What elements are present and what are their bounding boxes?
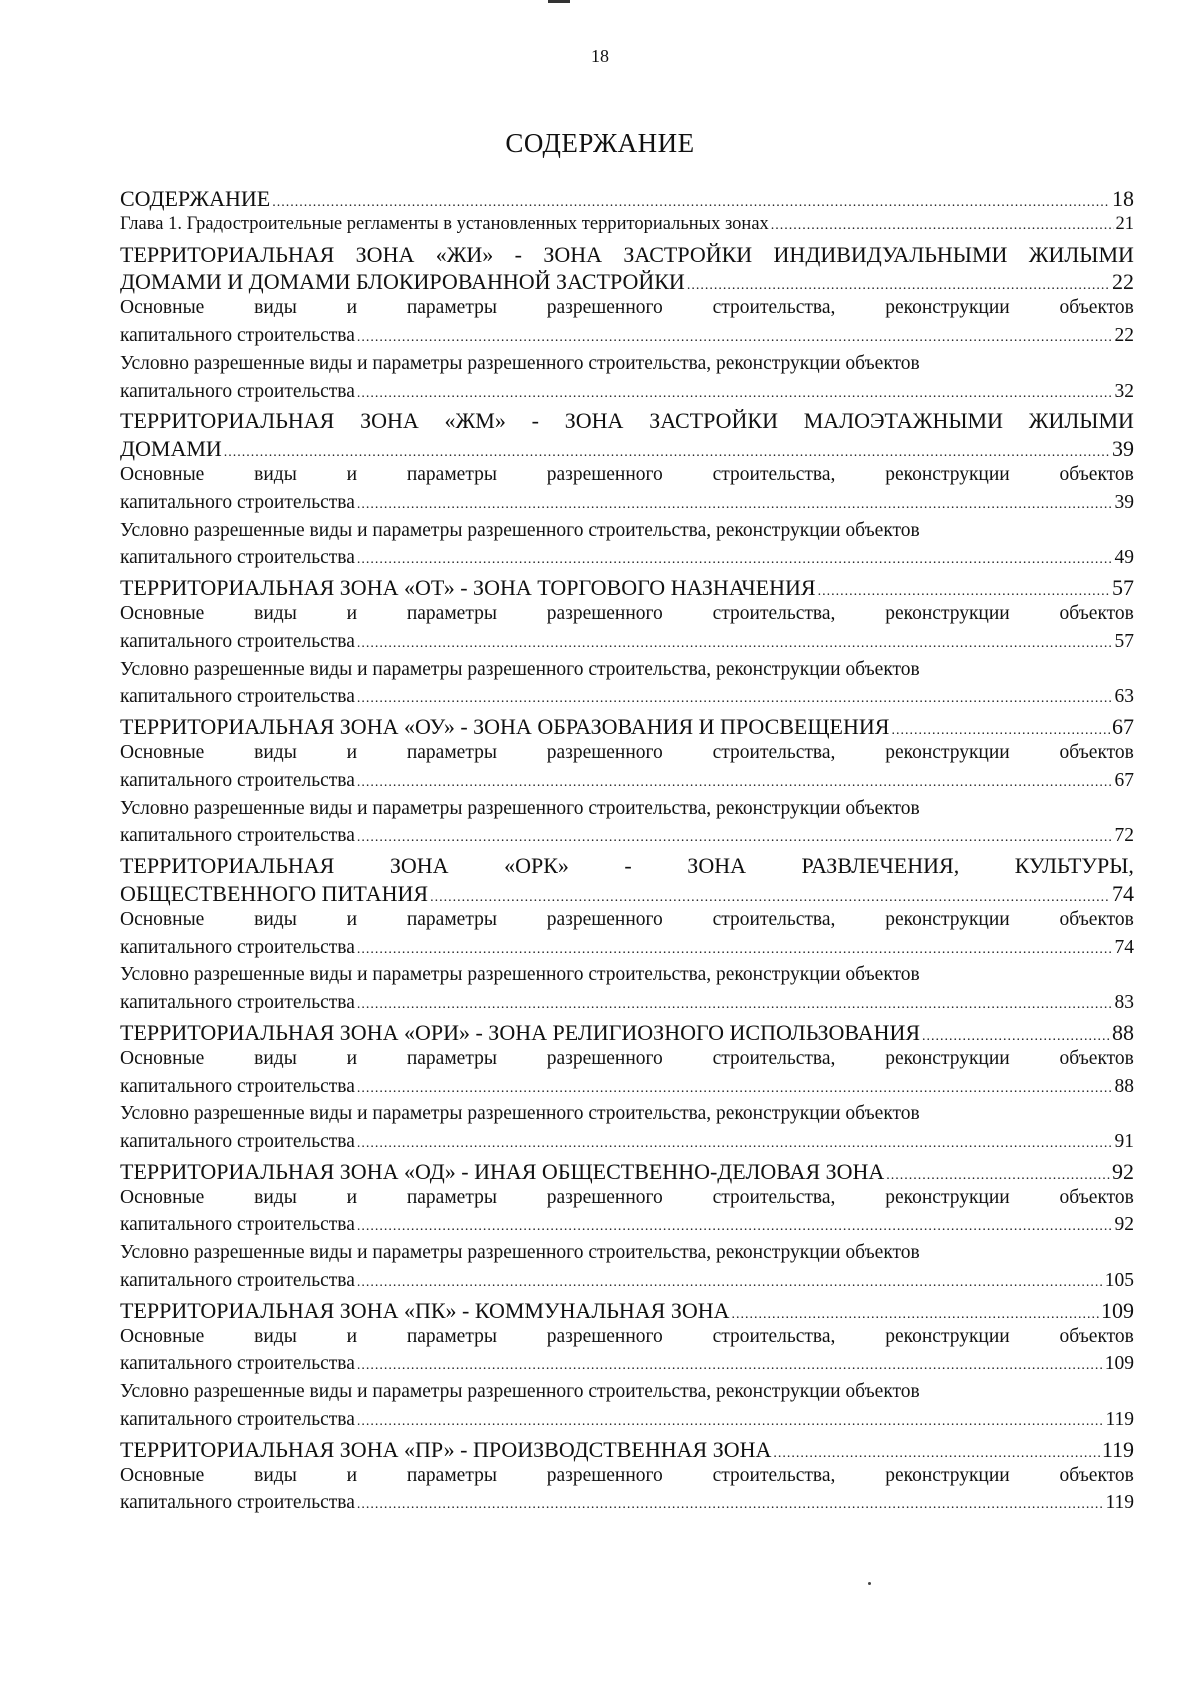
toc-word: параметры bbox=[406, 1464, 497, 1486]
toc-entry-title: капитального строительства bbox=[120, 491, 355, 513]
toc-entry-title: Условно разрешенные виды и параметры разрешенного строительства, реконструкции объектов bbox=[120, 519, 920, 541]
dot-leader bbox=[357, 497, 1113, 513]
toc-word: виды bbox=[254, 908, 297, 930]
toc-entry-zone[interactable] bbox=[120, 1020, 1134, 1048]
toc-entry-title: капитального строительства bbox=[120, 936, 355, 958]
toc-word: ЗОНА bbox=[687, 853, 746, 879]
toc-word: реконструкции bbox=[885, 741, 1010, 763]
dot-leader bbox=[357, 1136, 1113, 1152]
toc-subentry-conditional-line bbox=[120, 798, 1134, 826]
toc-word: объектов bbox=[1059, 1186, 1134, 1208]
toc-word: виды bbox=[254, 297, 297, 319]
dot-leader bbox=[357, 691, 1113, 707]
toc-word: реконструкции bbox=[885, 463, 1010, 485]
toc-word: реконструкции bbox=[885, 1047, 1010, 1069]
toc-entry-title: ТЕРРИТОРИАЛЬНАЯ ЗОНА «ПР» - ПРОИЗВОДСТВЕННАЯ ЗОНА bbox=[120, 1436, 772, 1462]
toc-subentry-conditional[interactable] bbox=[120, 1131, 1134, 1159]
toc-entry-zone[interactable] bbox=[120, 881, 1134, 909]
toc-word: виды bbox=[254, 463, 297, 485]
toc-entry-title: ТЕРРИТОРИАЛЬНАЯ ЗОНА «ОТ» - ЗОНА ТОРГОВОГО НАЗНАЧЕНИЯ bbox=[120, 575, 816, 601]
toc-page-number: 119 bbox=[1105, 1409, 1134, 1431]
toc-word: разрешенного bbox=[546, 741, 663, 763]
toc-page-number: 92 bbox=[1114, 1214, 1134, 1236]
toc-word: строительства, bbox=[712, 463, 836, 485]
toc-entry-title: ТЕРРИТОРИАЛЬНАЯ ЗОНА «ПК» - КОММУНАЛЬНАЯ ЗОНА bbox=[120, 1297, 730, 1323]
toc-page-number: 74 bbox=[1112, 880, 1134, 906]
toc-entry-title: ТЕРРИТОРИАЛЬНАЯ ЗОНА «ОРИ» - ЗОНА РЕЛИГИОЗНОГО ИСПОЛЬЗОВАНИЯ bbox=[120, 1019, 921, 1045]
toc-word: «ОРК» bbox=[504, 853, 569, 879]
dot-leader bbox=[357, 330, 1113, 346]
toc-word: строительства, bbox=[712, 602, 836, 624]
toc-word: ЖИЛЫМИ bbox=[1028, 241, 1134, 267]
toc-entry-title: Условно разрешенные виды и параметры разрешенного строительства, реконструкции объектов bbox=[120, 1242, 920, 1264]
toc-subentry-main[interactable] bbox=[120, 1353, 1134, 1381]
toc-word: объектов bbox=[1059, 1464, 1134, 1486]
toc-word: и bbox=[346, 741, 358, 763]
toc-word: и bbox=[346, 908, 358, 930]
toc-subentry-main[interactable] bbox=[120, 325, 1134, 353]
toc-entry-title: Глава 1. Градостроительные регламенты в установленных территориальных зонах bbox=[120, 213, 769, 234]
toc-page-number: 22 bbox=[1112, 269, 1134, 295]
toc-page-number: 109 bbox=[1101, 1297, 1134, 1323]
toc-word: разрешенного bbox=[546, 1464, 663, 1486]
toc-word: ЗОНА bbox=[543, 241, 603, 267]
toc-word: строительства, bbox=[712, 297, 836, 319]
dot-leader bbox=[272, 195, 1110, 211]
toc-entry-title: СОДЕРЖАНИЕ bbox=[120, 186, 271, 211]
toc-subentry-conditional[interactable] bbox=[120, 547, 1134, 575]
toc-word: объектов bbox=[1059, 1047, 1134, 1069]
toc-word: параметры bbox=[406, 602, 497, 624]
toc-page-number: 74 bbox=[1114, 936, 1134, 958]
toc-entry-zone[interactable] bbox=[120, 1159, 1134, 1187]
toc-page-number: 49 bbox=[1114, 547, 1134, 569]
toc-word: реконструкции bbox=[885, 297, 1010, 319]
toc-page-number: 67 bbox=[1114, 769, 1134, 791]
toc-word: Основные bbox=[120, 1186, 205, 1208]
toc-word: строительства, bbox=[712, 1047, 836, 1069]
toc-entry-title: капитального строительства bbox=[120, 380, 355, 402]
toc-subentry-main[interactable] bbox=[120, 631, 1134, 659]
dot-leader bbox=[357, 1081, 1113, 1097]
dot-leader bbox=[357, 1414, 1104, 1430]
dot-leader bbox=[687, 278, 1110, 294]
toc-word: параметры bbox=[406, 1047, 497, 1069]
toc-word: и bbox=[346, 463, 358, 485]
dot-leader bbox=[922, 1029, 1110, 1045]
toc-subentry-conditional[interactable] bbox=[120, 686, 1134, 714]
toc-subentry-main[interactable] bbox=[120, 1214, 1134, 1242]
toc-page-number: 57 bbox=[1112, 575, 1134, 601]
page-title: СОДЕРЖАНИЕ bbox=[505, 128, 695, 158]
toc-subentry-conditional-line bbox=[120, 353, 1134, 381]
toc-entry-title: капитального строительства bbox=[120, 547, 355, 569]
toc-word: Основные bbox=[120, 1464, 205, 1486]
toc-page-number: 57 bbox=[1114, 630, 1134, 652]
toc-word: - bbox=[624, 853, 632, 879]
toc-entry-title: Условно разрешенные виды и параметры разрешенного строительства, реконструкции объектов bbox=[120, 1381, 920, 1403]
toc-word: и bbox=[346, 1186, 358, 1208]
toc-word: разрешенного bbox=[546, 908, 663, 930]
toc-word: Основные bbox=[120, 1047, 205, 1069]
toc-entry-title: капитального строительства bbox=[120, 992, 355, 1014]
toc-subentry-main-line bbox=[120, 603, 1134, 631]
toc-entry-title: ТЕРРИТОРИАЛЬНАЯ ЗОНА «ОД» - ИНАЯ ОБЩЕСТВЕННО-ДЕЛОВАЯ ЗОНА bbox=[120, 1158, 885, 1184]
toc-word: реконструкции bbox=[885, 1186, 1010, 1208]
toc-word: «ЖИ» bbox=[435, 241, 494, 267]
dot-leader bbox=[357, 386, 1113, 402]
toc-word: разрешенного bbox=[546, 602, 663, 624]
toc-page-number: 119 bbox=[1105, 1492, 1134, 1514]
toc-word: ТЕРРИТОРИАЛЬНАЯ bbox=[120, 241, 335, 267]
toc-word: разрешенного bbox=[546, 1186, 663, 1208]
toc-entry-title: капитального строительства bbox=[120, 1492, 355, 1514]
toc-word: параметры bbox=[406, 1186, 497, 1208]
toc-page-number: 39 bbox=[1112, 436, 1134, 462]
toc-page-number: 105 bbox=[1104, 1270, 1134, 1292]
toc-entry-title: ДОМАМИ И ДОМАМИ БЛОКИРОВАННОЙ ЗАСТРОЙКИ bbox=[120, 269, 685, 295]
toc-word: Основные bbox=[120, 463, 205, 485]
toc-entry-title: капитального строительства bbox=[120, 769, 355, 791]
toc-word: РАЗВЛЕЧЕНИЯ, bbox=[801, 853, 960, 879]
toc-page-number: 109 bbox=[1104, 1353, 1134, 1375]
toc-zone-heading-line bbox=[120, 242, 1134, 270]
toc-entry-zone[interactable] bbox=[120, 1298, 1134, 1326]
toc-word: и bbox=[346, 602, 358, 624]
toc-word: ЗАСТРОЙКИ bbox=[623, 241, 753, 267]
toc-word: разрешенного bbox=[546, 463, 663, 485]
toc-word: объектов bbox=[1059, 463, 1134, 485]
toc-word: Основные bbox=[120, 741, 205, 763]
toc-word: реконструкции bbox=[885, 908, 1010, 930]
toc-subentry-conditional-line bbox=[120, 1242, 1134, 1270]
toc-entry-title: ТЕРРИТОРИАЛЬНАЯ ЗОНА «ОУ» - ЗОНА ОБРАЗОВАНИЯ И ПРОСВЕЩЕНИЯ bbox=[120, 714, 890, 740]
dot-leader bbox=[357, 942, 1113, 958]
toc-entry-title: Условно разрешенные виды и параметры разрешенного строительства, реконструкции объектов bbox=[120, 658, 920, 680]
toc-subentry-conditional-line bbox=[120, 520, 1134, 548]
toc-word: виды bbox=[254, 1464, 297, 1486]
toc-word: виды bbox=[254, 602, 297, 624]
toc-entry-title: капитального строительства bbox=[120, 1409, 355, 1431]
toc-entry-zone[interactable] bbox=[120, 436, 1134, 464]
toc-entry-title: Условно разрешенные виды и параметры разрешенного строительства, реконструкции объектов bbox=[120, 1103, 920, 1125]
toc-word: ИНДИВИДУАЛЬНЫМИ bbox=[773, 241, 1008, 267]
dot-leader bbox=[818, 584, 1110, 600]
toc-word: строительства, bbox=[712, 741, 836, 763]
toc-word: - bbox=[531, 408, 539, 434]
toc-subentry-main-line bbox=[120, 909, 1134, 937]
scan-speck bbox=[868, 1582, 871, 1585]
toc-word: виды bbox=[254, 741, 297, 763]
toc-zone-heading-line bbox=[120, 408, 1134, 436]
dot-leader bbox=[357, 1219, 1113, 1235]
toc-word: параметры bbox=[406, 463, 497, 485]
toc-entry-title: Условно разрешенные виды и параметры разрешенного строительства, реконструкции объектов bbox=[120, 797, 920, 819]
toc-word: - bbox=[514, 241, 522, 267]
toc-subentry-main-line bbox=[120, 1048, 1134, 1076]
toc-word: «ЖМ» bbox=[444, 408, 506, 434]
toc-subentry-conditional[interactable] bbox=[120, 825, 1134, 853]
toc-page-number: 83 bbox=[1114, 992, 1134, 1014]
dot-leader bbox=[891, 723, 1110, 739]
toc-page-number: 91 bbox=[1114, 1131, 1134, 1153]
toc-entry-title: капитального строительства bbox=[120, 630, 355, 652]
toc-entry-zone[interactable] bbox=[120, 575, 1134, 603]
toc-word: параметры bbox=[406, 1325, 497, 1347]
toc-subentry-main[interactable] bbox=[120, 770, 1134, 798]
dot-leader bbox=[773, 1446, 1099, 1462]
toc-subentry-main-line bbox=[120, 1187, 1134, 1215]
toc-word: разрешенного bbox=[546, 1325, 663, 1347]
toc-entry-title: капитального строительства bbox=[120, 1075, 355, 1097]
toc-entry-zone[interactable] bbox=[120, 714, 1134, 742]
page-number: 18 bbox=[591, 46, 609, 66]
toc-word: ЗАСТРОЙКИ bbox=[649, 408, 778, 434]
dot-leader bbox=[224, 445, 1110, 461]
toc-page-number: 63 bbox=[1114, 686, 1134, 708]
toc-entry-chapter-1[interactable] bbox=[120, 214, 1134, 242]
scan-artifact bbox=[548, 0, 570, 3]
toc-entry-title: ДОМАМИ bbox=[120, 436, 222, 462]
toc-subentry-main[interactable] bbox=[120, 937, 1134, 965]
toc-page-number: 88 bbox=[1112, 1019, 1134, 1045]
toc-word: объектов bbox=[1059, 1325, 1134, 1347]
toc-word: объектов bbox=[1059, 297, 1134, 319]
toc-word: виды bbox=[254, 1186, 297, 1208]
toc-word: и bbox=[346, 1325, 358, 1347]
toc-entry-title: капитального строительства bbox=[120, 324, 355, 346]
dot-leader bbox=[771, 218, 1114, 234]
toc-entry-title: капитального строительства bbox=[120, 1353, 355, 1375]
toc-page-number: 92 bbox=[1112, 1158, 1134, 1184]
table-of-contents bbox=[120, 186, 1134, 1520]
toc-word: объектов bbox=[1059, 741, 1134, 763]
toc-subentry-main-line bbox=[120, 297, 1134, 325]
toc-word: ЗОНА bbox=[564, 408, 624, 434]
toc-zone-heading-line bbox=[120, 853, 1134, 881]
toc-word: Основные bbox=[120, 297, 205, 319]
toc-subentry-conditional[interactable] bbox=[120, 381, 1134, 409]
toc-word: Основные bbox=[120, 602, 205, 624]
toc-word: и bbox=[346, 1047, 358, 1069]
dot-leader bbox=[732, 1307, 1099, 1323]
dot-leader bbox=[357, 775, 1113, 791]
toc-entry-title: капитального строительства bbox=[120, 1131, 355, 1153]
toc-page-number: 88 bbox=[1114, 1075, 1134, 1097]
toc-subentry-main[interactable] bbox=[120, 1076, 1134, 1104]
toc-page-number: 39 bbox=[1114, 491, 1134, 513]
dot-leader bbox=[357, 636, 1113, 652]
toc-page-number: 32 bbox=[1114, 380, 1134, 402]
dot-leader bbox=[357, 830, 1113, 846]
toc-word: ТЕРРИТОРИАЛЬНАЯ bbox=[120, 853, 335, 879]
toc-page-number: 21 bbox=[1115, 213, 1134, 234]
toc-subentry-conditional[interactable] bbox=[120, 992, 1134, 1020]
toc-word: реконструкции bbox=[885, 1325, 1010, 1347]
toc-entry-title: Условно разрешенные виды и параметры разрешенного строительства, реконструкции объектов bbox=[120, 964, 920, 986]
toc-entry-contents[interactable] bbox=[120, 186, 1134, 214]
toc-word: и bbox=[346, 1464, 358, 1486]
toc-word: ЗОНА bbox=[360, 408, 419, 434]
toc-entry-title: капитального строительства bbox=[120, 1214, 355, 1236]
toc-subentry-conditional[interactable] bbox=[120, 1409, 1134, 1437]
dot-leader bbox=[357, 1358, 1103, 1374]
dot-leader bbox=[357, 1497, 1104, 1513]
toc-subentry-main-line bbox=[120, 464, 1134, 492]
toc-word: параметры bbox=[406, 741, 497, 763]
toc-word: строительства, bbox=[712, 1186, 836, 1208]
dot-leader bbox=[357, 997, 1113, 1013]
toc-word: параметры bbox=[406, 297, 497, 319]
toc-word: разрешенного bbox=[546, 1047, 663, 1069]
toc-subentry-conditional[interactable] bbox=[120, 1270, 1134, 1298]
toc-subentry-conditional-line bbox=[120, 659, 1134, 687]
toc-word: ЗОНА bbox=[389, 853, 449, 879]
toc-word: ЗОНА bbox=[355, 241, 415, 267]
toc-word: реконструкции bbox=[885, 602, 1010, 624]
dot-leader bbox=[357, 552, 1113, 568]
toc-entry-title: капитального строительства bbox=[120, 825, 355, 847]
toc-subentry-conditional-line bbox=[120, 1103, 1134, 1131]
toc-subentry-conditional-line bbox=[120, 964, 1134, 992]
toc-subentry-main-line bbox=[120, 1326, 1134, 1354]
toc-word: КУЛЬТУРЫ, bbox=[1014, 853, 1134, 879]
toc-word: разрешенного bbox=[546, 297, 663, 319]
toc-word: строительства, bbox=[712, 908, 836, 930]
toc-word: виды bbox=[254, 1325, 297, 1347]
toc-word: Основные bbox=[120, 1325, 205, 1347]
dot-leader bbox=[430, 890, 1110, 906]
toc-entry-zone[interactable] bbox=[120, 1437, 1134, 1465]
toc-entry-title: Условно разрешенные виды и параметры разрешенного строительства, реконструкции объектов bbox=[120, 352, 920, 374]
toc-subentry-main-line bbox=[120, 1465, 1134, 1493]
toc-entry-title: ОБЩЕСТВЕННОГО ПИТАНИЯ bbox=[120, 880, 429, 906]
toc-page-number: 72 bbox=[1114, 825, 1134, 847]
toc-word: и bbox=[346, 297, 358, 319]
toc-word: реконструкции bbox=[885, 1464, 1010, 1486]
toc-subentry-main-line bbox=[120, 742, 1134, 770]
toc-page-number: 18 bbox=[1112, 186, 1134, 211]
toc-page-number: 22 bbox=[1114, 324, 1134, 346]
toc-entry-title: капитального строительства bbox=[120, 686, 355, 708]
toc-word: ЖИЛЫМИ bbox=[1028, 408, 1134, 434]
toc-subentry-conditional-line bbox=[120, 1381, 1134, 1409]
toc-entry-zone[interactable] bbox=[120, 269, 1134, 297]
dot-leader bbox=[886, 1168, 1110, 1184]
toc-word: объектов bbox=[1059, 602, 1134, 624]
toc-word: МАЛОЭТАЖНЫМИ bbox=[803, 408, 1003, 434]
toc-word: строительства, bbox=[712, 1464, 836, 1486]
dot-leader bbox=[357, 1275, 1103, 1291]
toc-word: объектов bbox=[1059, 908, 1134, 930]
toc-subentry-main[interactable] bbox=[120, 1492, 1134, 1520]
toc-subentry-main[interactable] bbox=[120, 492, 1134, 520]
toc-word: ТЕРРИТОРИАЛЬНАЯ bbox=[120, 408, 335, 434]
toc-word: строительства, bbox=[712, 1325, 836, 1347]
toc-word: виды bbox=[254, 1047, 297, 1069]
toc-page-number: 67 bbox=[1112, 714, 1134, 740]
toc-entry-title: капитального строительства bbox=[120, 1270, 355, 1292]
toc-word: Основные bbox=[120, 908, 205, 930]
toc-word: параметры bbox=[406, 908, 497, 930]
toc-page-number: 119 bbox=[1101, 1436, 1134, 1462]
